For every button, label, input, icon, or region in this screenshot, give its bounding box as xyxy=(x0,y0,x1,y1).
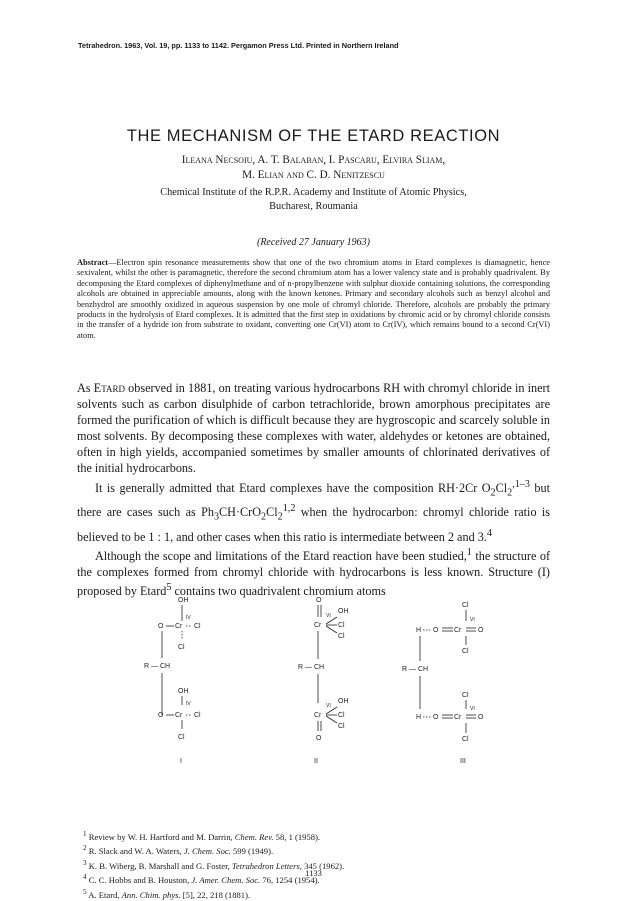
p2-citation: ,1–3 xyxy=(512,478,530,490)
cl-label: Cl xyxy=(194,623,201,630)
h-label: H xyxy=(416,627,422,634)
ref-details: 599 (1949). xyxy=(230,846,274,857)
o-label: O xyxy=(433,714,439,721)
ref-authors: C. C. Hobbs and B. Houston, xyxy=(86,875,192,886)
abstract xyxy=(77,258,550,341)
authors-line-1: Ileana Necsoiu, A. T. Balaban, I. Pascaru, Elvira Sliam, xyxy=(181,154,446,166)
o-label: O xyxy=(478,714,484,721)
p2-sub: 2 xyxy=(507,487,513,499)
paragraph-2 xyxy=(77,477,550,545)
ref-number: 2 xyxy=(83,844,87,853)
authors-line-2: M. Elian and C. D. Nenitzescu xyxy=(242,169,385,181)
cl-label: Cl xyxy=(194,712,201,719)
ref-authors: R. Slack and W. A. Waters, xyxy=(86,846,184,857)
cl-label: Cl xyxy=(462,602,469,609)
running-head: Tetrahedron. 1963, Vol. 19, pp. 1133 to 1142. Pergamon Press Ltd. Printed in Northern Ireland xyxy=(78,41,399,50)
cr-label: Cr xyxy=(314,622,322,629)
cl-label: Cl xyxy=(338,622,345,629)
structure-II xyxy=(298,597,349,765)
p3-a: Although the scope and limitations of the Etard reaction have been studied, xyxy=(95,548,467,563)
r-ch-label: R — CH xyxy=(402,666,429,673)
ref-authors: A. Etard, xyxy=(86,889,122,900)
ref-authors: K. B. Wiberg, B. Marshall and G. Foster, xyxy=(86,860,232,871)
p1-start: As xyxy=(77,381,94,395)
cr-label: Cr xyxy=(454,714,462,721)
structure-label: II xyxy=(314,758,318,765)
paragraph-1 xyxy=(77,380,550,477)
o-label: O xyxy=(316,597,322,604)
cl-label: Cl xyxy=(178,644,185,651)
valence-label: VI xyxy=(326,703,331,709)
cl-label: Cl xyxy=(462,648,469,655)
structure-figure xyxy=(140,593,500,823)
p2-citation: 1,2 xyxy=(282,503,296,515)
cl-label: Cl xyxy=(178,734,185,741)
ref-journal: Chem. Rev. xyxy=(234,831,274,842)
references xyxy=(83,829,344,901)
cl-label: Cl xyxy=(462,692,469,699)
p2-e: Cl xyxy=(266,505,278,520)
p1-rest: observed in 1881, on treating various hydrocarbons RH with chromyl chloride in inert solvents such as carbon disulphide of carbon tetrachloride, brown amorphous precipitates are formed the purification of which is difficult because they are hygroscopic and scarcely soluble in most solvents. By decomposing these complexes with water, aldehydes or ketones are obtained, often in high yields, accompanied sometimes by smaller amounts of chlorinated derivatives of the initial hydrocarbons. xyxy=(77,381,551,476)
p2-f: when the hydrocarbon: chromyl chloride ratio is believed to be 1 : 1, and other cases when this ratio is intermediate between 2 and 3. xyxy=(77,505,550,544)
structure-label: I xyxy=(180,758,182,765)
abstract-label: Abstract xyxy=(77,258,109,267)
page-number: 1133 xyxy=(305,868,322,878)
p2-c: but there are cases such as Ph xyxy=(77,480,550,520)
paragraph-3 xyxy=(77,545,550,599)
o-label: O xyxy=(478,627,484,634)
body-text xyxy=(77,380,550,599)
p3-citation: 1 xyxy=(466,546,472,558)
p2-sub: 3 xyxy=(213,511,220,523)
r-ch-label: R — CH xyxy=(144,663,171,670)
valence-label: VI xyxy=(470,617,475,623)
received-date: (Received 27 January 1963) xyxy=(256,237,370,248)
ref-journal: J. Amer. Chem. Soc. xyxy=(191,875,261,886)
abstract-text: —Electron spin resonance measurements show that one of the two chromium atoms in Etard complexes is diamagnetic, hence sexivalent, whilst the other is paramagnetic, therefore the second chromium atom has a lower valency state and is probably quadrivalent. By decomposing the Etard complexes of diphenylmethane and of n-propylbenzene with sulphur dioxide containing solutions, the corresponding alcohols are obtained in appreciable amounts, along with the known ketones. Primary and secondary alcohols such as benzyl alcohol and benzhydrol are smoothly oxidized in aqueous suspension by one mole of chromyl chloride. Therefore, alcohols are probably the primary products in the hydrolysis of Etard complexes. It is admitted that the first step in oxidations by chromic acid or by chromyl chloride consists in the transfer of a hydride ion from substrate to oxidant, converting one Cr(VI) atom to Cr(IV), which remains bound to a second Cr(VI) atom. xyxy=(77,258,550,340)
structure-I xyxy=(144,597,201,765)
cl-label: Cl xyxy=(338,723,345,730)
oh-label: OH xyxy=(338,698,349,705)
p3-b: the structure of the complexes formed from chromyl chloride with hydrocarbons is less known. Structure (I) proposed by Etard xyxy=(77,548,550,599)
oh-label: OH xyxy=(178,597,189,604)
p1-etard: Etard xyxy=(93,381,125,395)
p2-b: Cl xyxy=(495,480,508,495)
ref-journal: Tetrahedron Letters, xyxy=(231,860,302,871)
structure-label: III xyxy=(460,758,466,765)
oh-label: OH xyxy=(338,608,349,615)
institution-line-2: Bucharest, Roumania xyxy=(269,201,358,212)
ref-details: 58, 1 (1958). xyxy=(273,831,321,842)
ref-number: 4 xyxy=(83,873,87,882)
reference-1 xyxy=(83,829,344,843)
valence-label: VI xyxy=(470,706,475,712)
ref-number: 3 xyxy=(83,858,87,867)
ref-number: 1 xyxy=(83,830,87,838)
ref-details: 345 (1962). xyxy=(301,860,345,871)
ref-journal: Ann. Chim. phys. xyxy=(121,889,181,900)
o-label: O xyxy=(158,623,164,630)
reference-5 xyxy=(83,887,344,901)
institution-line-1: Chemical Institute of the R.P.R. Academy and Institute of Atomic Physics, xyxy=(160,187,467,198)
cr-label: Cr xyxy=(454,627,462,634)
p2-sub: 2 xyxy=(261,511,267,523)
valence-label: IV xyxy=(186,615,191,621)
cl-label: Cl xyxy=(338,633,345,640)
p2-sub: 2 xyxy=(277,511,283,523)
p3-citation: 5 xyxy=(166,582,172,594)
p2-a: It is generally admitted that Etard complexes have the composition RH·2Cr O xyxy=(95,480,491,495)
h-label: H xyxy=(416,714,422,721)
oh-label: OH xyxy=(178,688,189,695)
cl-label: Cl xyxy=(462,736,469,743)
p2-d: CH·CrO xyxy=(219,505,262,520)
o-label: O xyxy=(158,712,164,719)
ref-journal: J. Chem. Soc. xyxy=(183,846,231,857)
valence-label: VI xyxy=(326,613,331,619)
article-title: THE MECHANISM OF THE ETARD REACTION xyxy=(126,127,501,145)
p3-c: contains two quadrivalent chromium atoms xyxy=(171,584,386,599)
ref-details: 76, 1254 (1954). xyxy=(260,875,320,886)
cr-label: Cr xyxy=(175,623,183,630)
cr-label: Cr xyxy=(314,712,322,719)
valence-label: IV xyxy=(186,701,191,707)
ref-number: 5 xyxy=(83,887,87,896)
r-ch-label: R — CH xyxy=(298,664,325,671)
ref-authors: Review by W. H. Hartford and M. Darrin, xyxy=(86,831,235,842)
structure-III xyxy=(402,602,484,765)
p2-citation: 4 xyxy=(486,527,492,539)
reference-2 xyxy=(83,843,344,857)
cl-label: Cl xyxy=(338,712,345,719)
o-label: O xyxy=(433,627,439,634)
cr-label: Cr xyxy=(175,712,183,719)
o-label: O xyxy=(316,735,322,742)
p2-sub: 2 xyxy=(490,487,496,499)
ref-details: [5], 22, 218 (1881). xyxy=(180,889,251,900)
